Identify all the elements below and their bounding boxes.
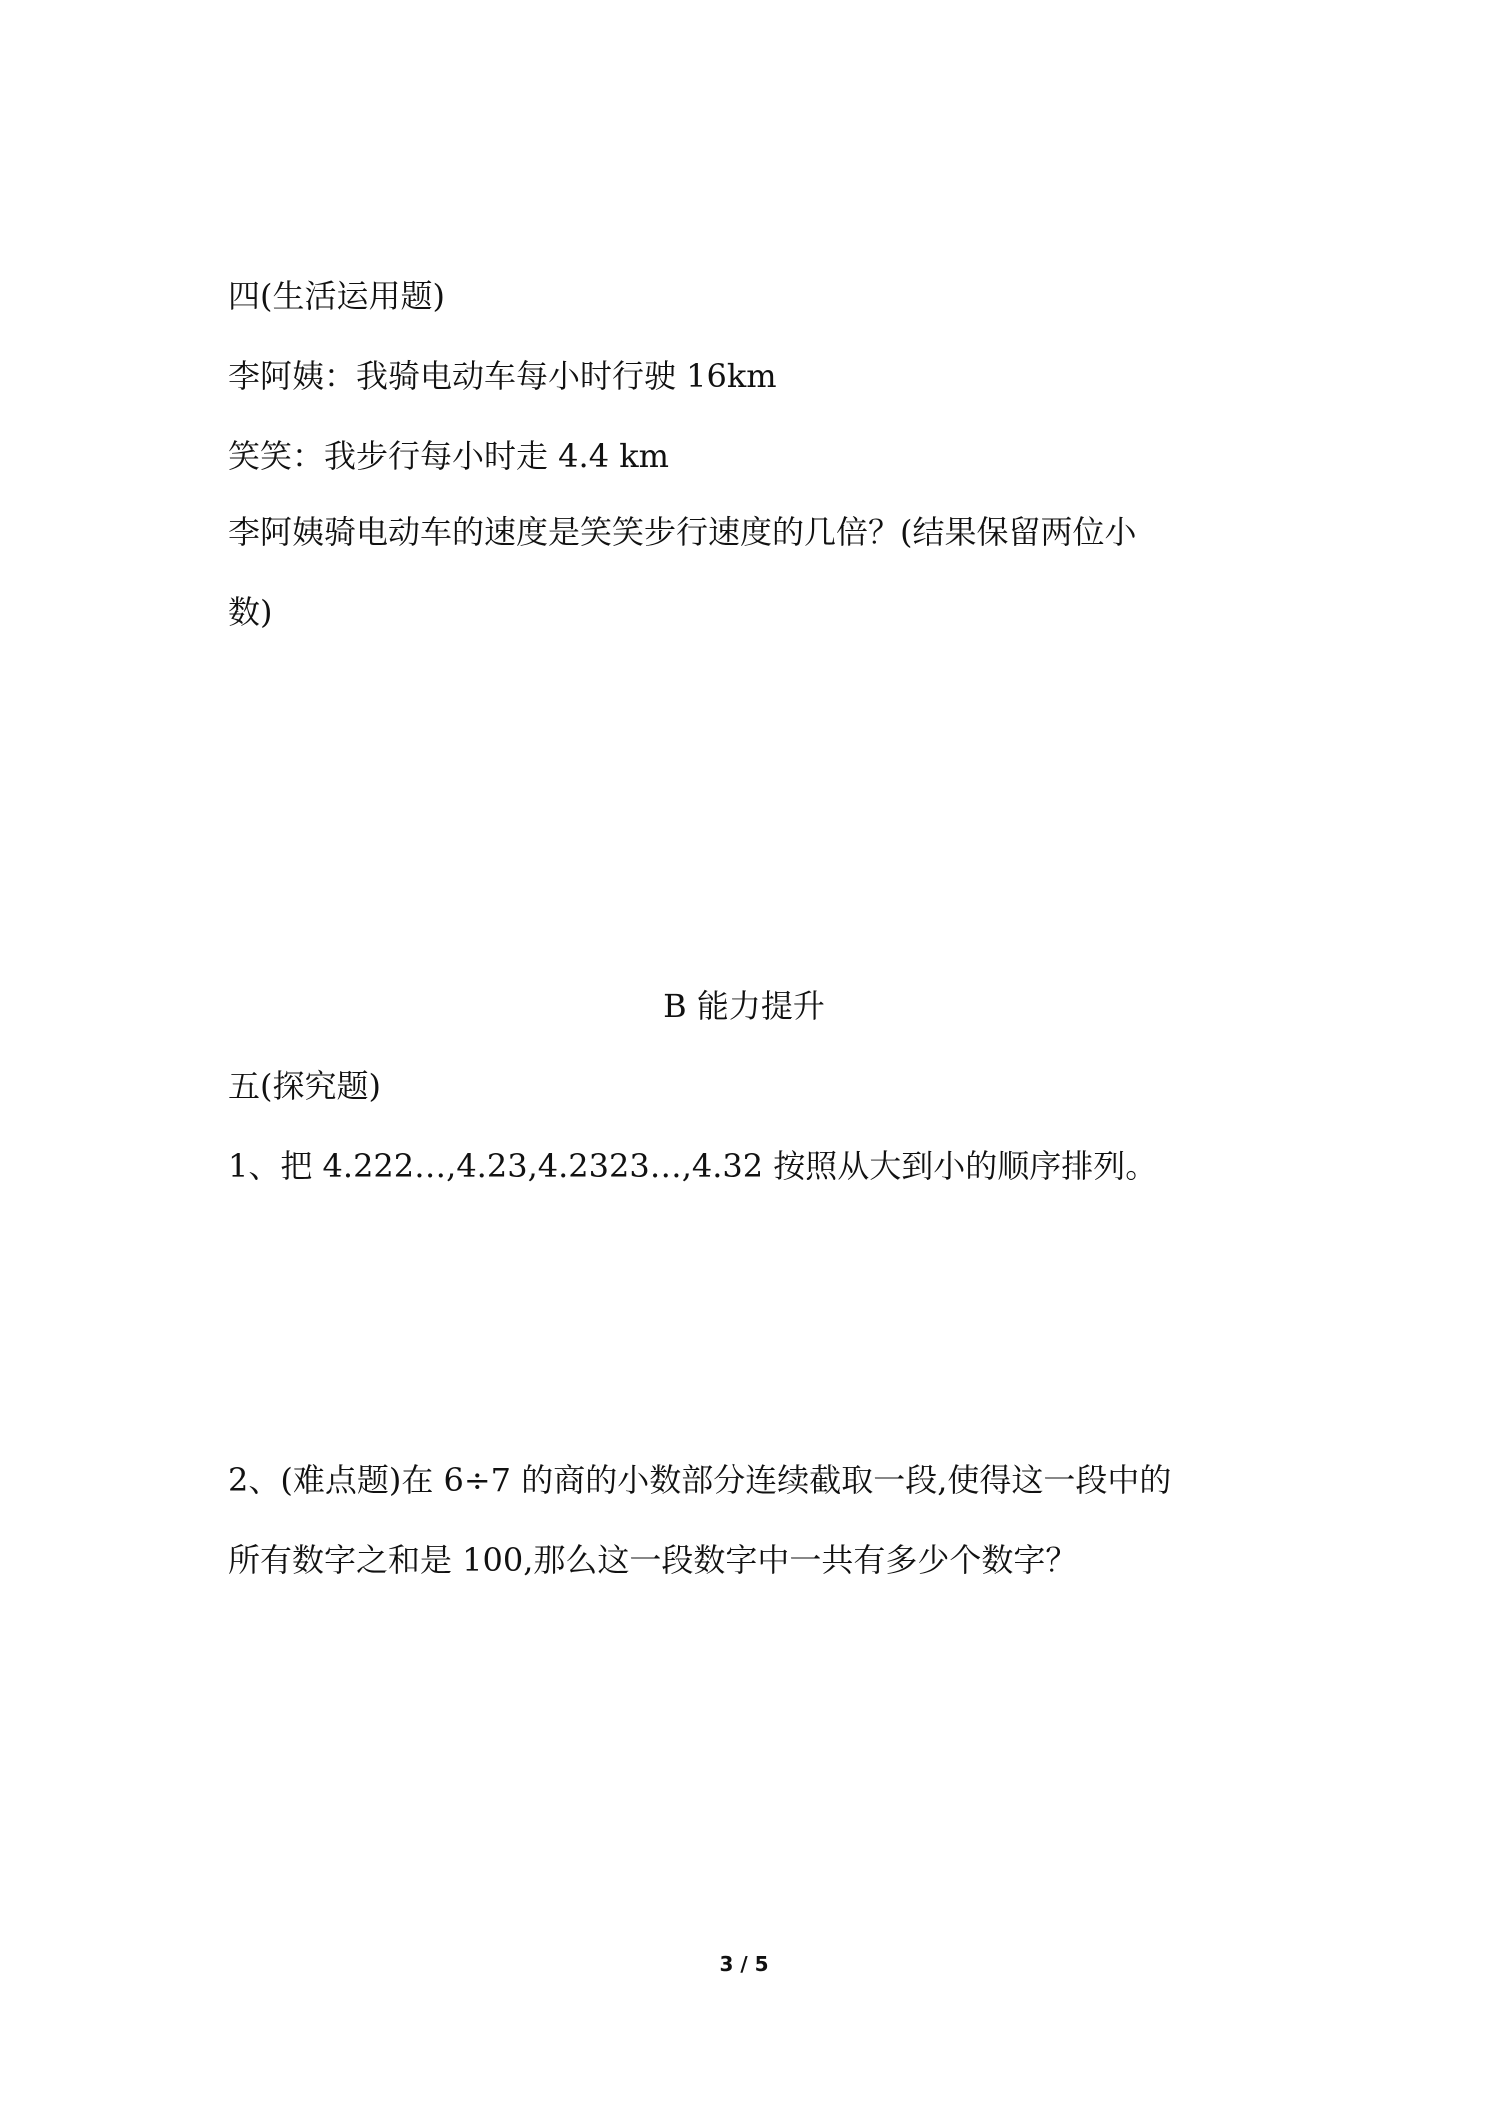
exploration-question-2-line-1: 2、(难点题)在 6÷7 的商的小数部分连续截取一段,使得这一段中的 [228,1461,1172,1499]
exploration-question-1: 1、把 4.222…,4.23,4.2323…,4.32 按照从大到小的顺序排列。 [228,1147,1158,1185]
question-text-line-1: 李阿姨骑电动车的速度是笑笑步行速度的几倍？(结果保留两位小 [228,513,1137,551]
statement-xiaoxiao: 笑笑：我步行每小时走 4.4 km [228,437,669,475]
exploration-question-2-line-2: 所有数字之和是 100,那么这一段数字中一共有多少个数字？ [228,1541,1078,1579]
page-number: 3 / 5 [719,1952,769,1976]
section-heading-life-application: 四(生活运用题) [228,277,445,315]
statement-li-ayi: 李阿姨：我骑电动车每小时行驶 16km [228,357,777,395]
section-heading-exploration: 五(探究题) [228,1067,381,1105]
question-text-line-2: 数) [228,593,273,631]
ability-section-title: B 能力提升 [663,987,825,1025]
